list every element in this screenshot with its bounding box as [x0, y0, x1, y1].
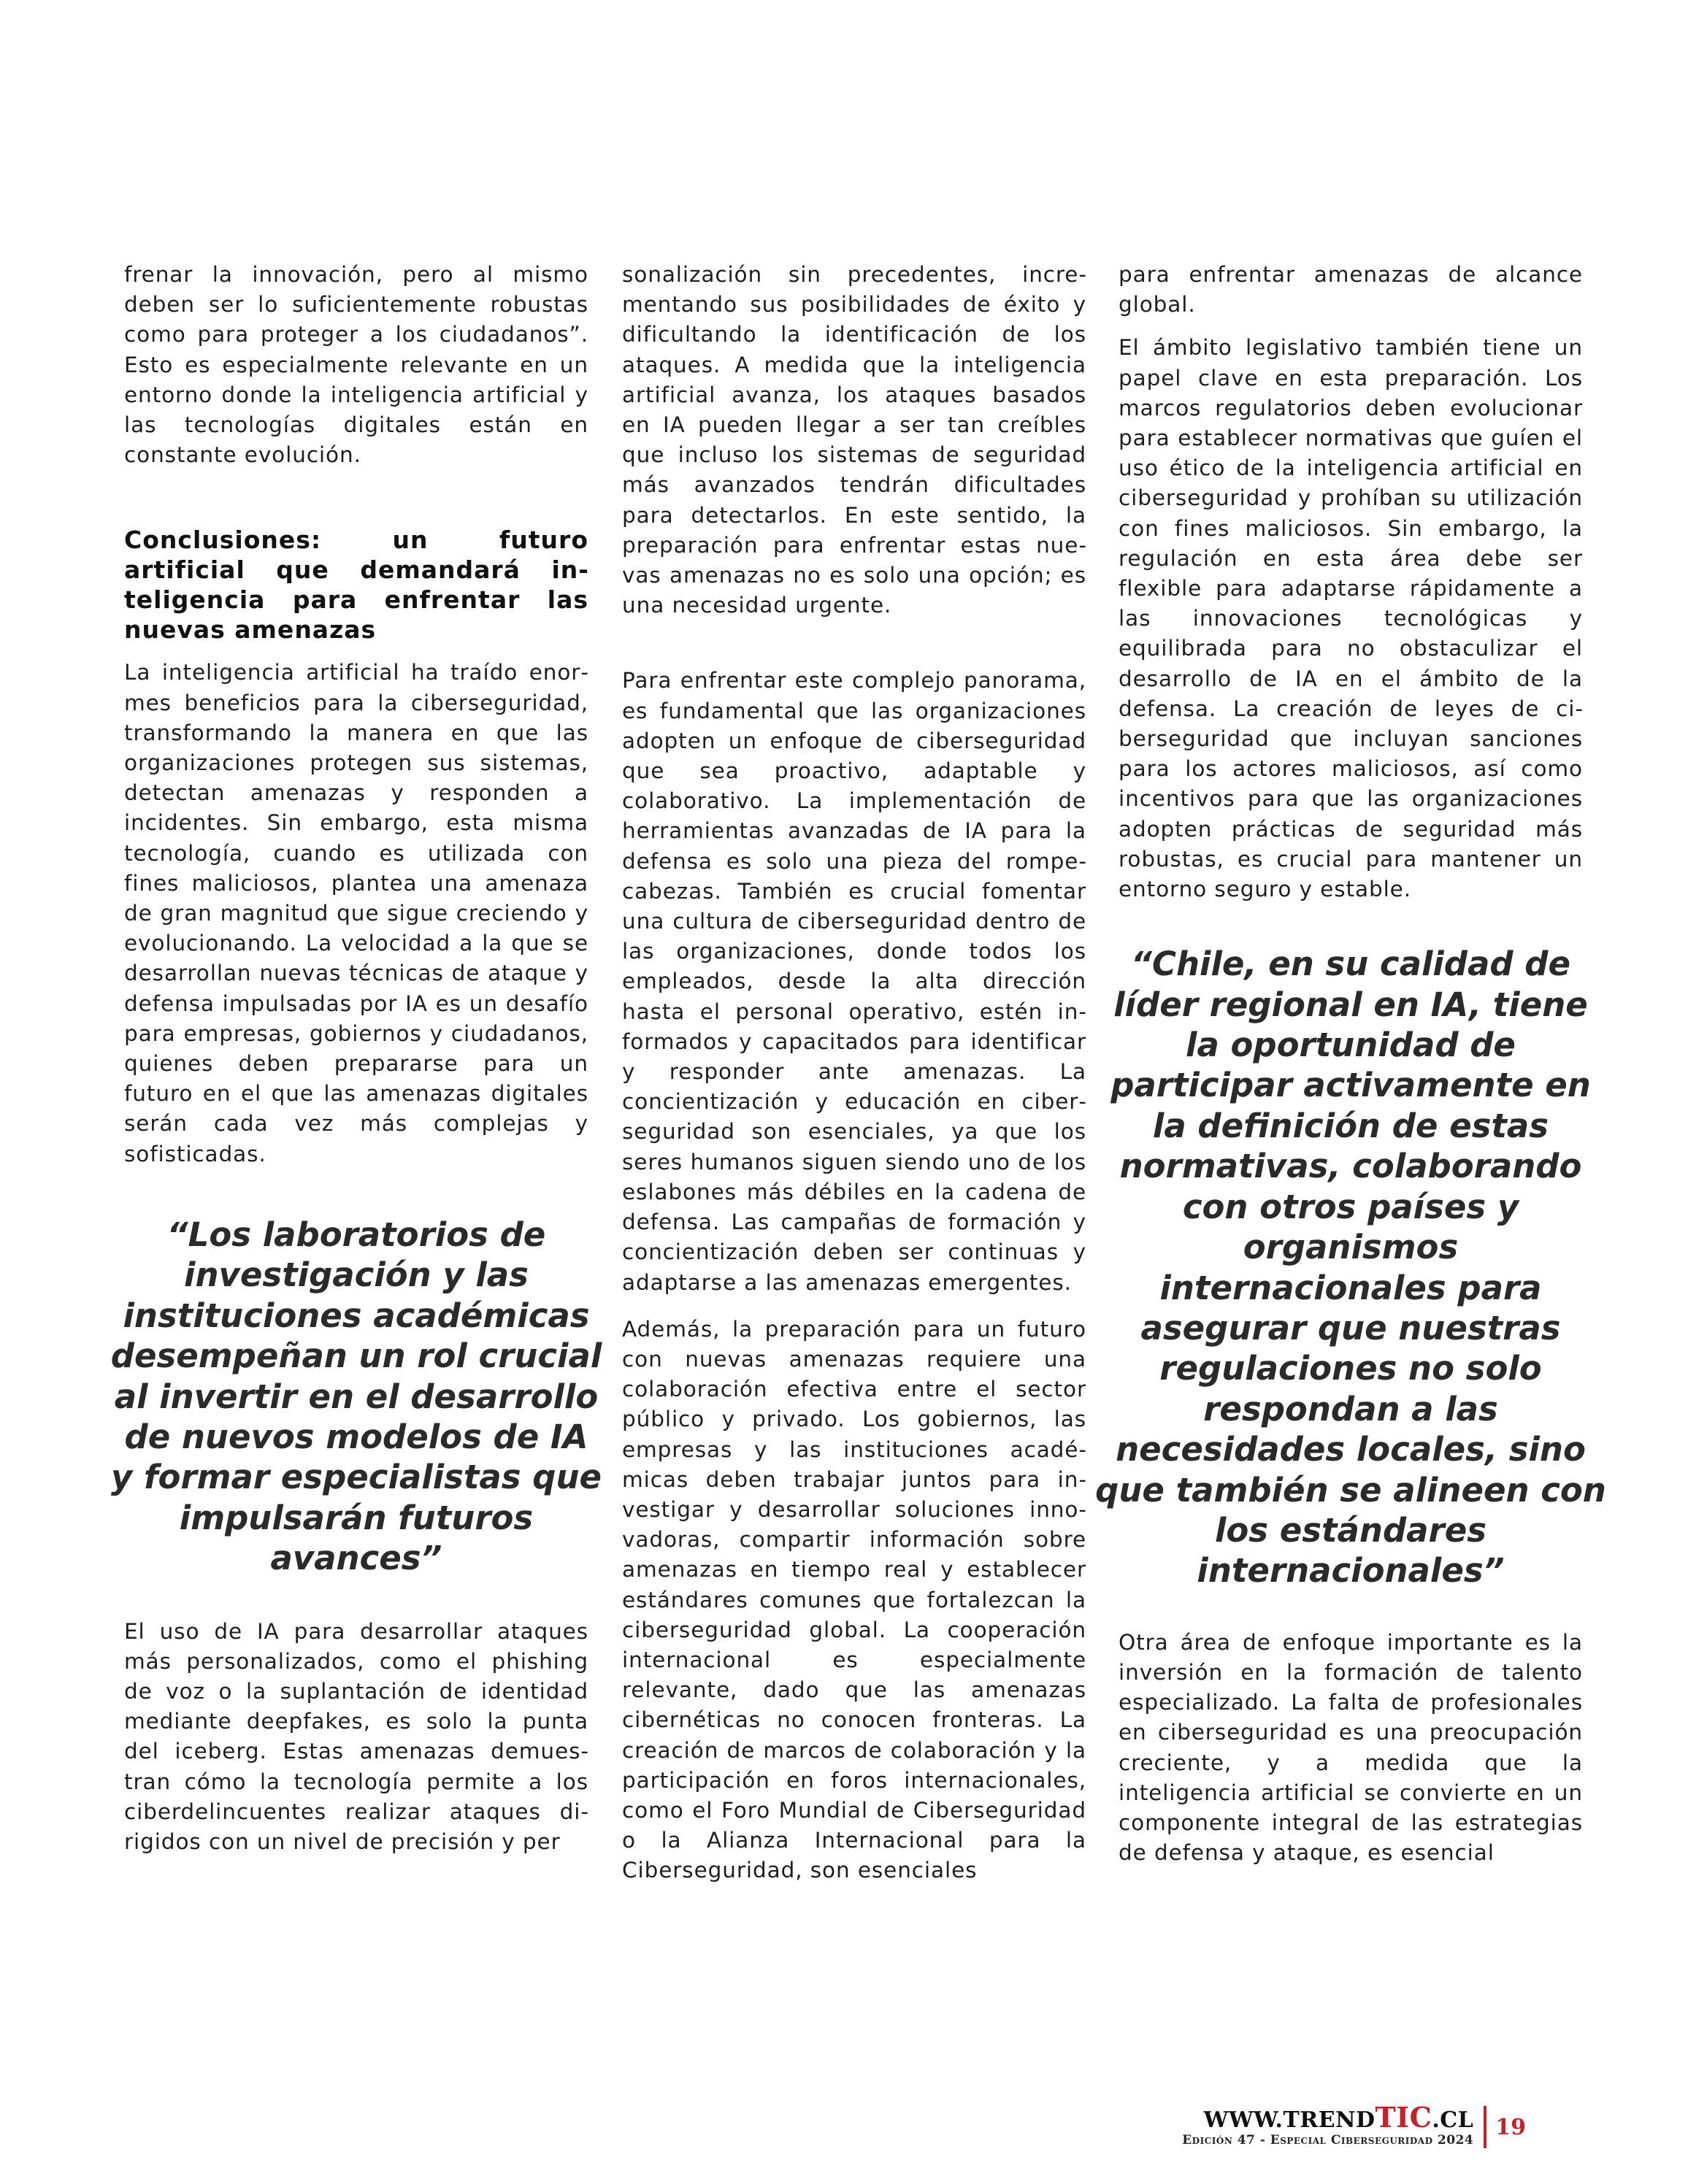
footer-text: [1182, 2101, 1486, 2148]
pull-quote: “Los laboratorios de investigación y las instituciones académicas desempeñan un rol crucial al invertir en el desarrollo de nuevos modelos de IA y formar especialistas que impulsarán futuros avances”: [110, 1215, 602, 1578]
body-paragraph: frenar la innovación, pero al mismo deben ser lo suficientemente robustas como para proteger a los ciudadanos”. Esto es especialmente relevante en un entorno donde la inteligencia artificial y las tecnologías digitales están en constante evolución.: [124, 262, 588, 468]
page-footer: [1182, 2091, 1526, 2164]
body-paragraph: Además, la preparación para un futuro con nuevas amenazas requiere una colaboración efectiva entre el sector público y privado. Los gobiernos, las empresas y las instituciones académicas deben trabajar juntos para investigar y desarrollar soluciones innovadoras, compartir información sobre amenazas en tiempo real y establecer estándares comunes que fortalezcan la ciberseguridad global. La cooperación internacional es especialmente relevante, dado que las amenazas cibernéticas no conocen fronteras. La creación de marcos de colaboración y la participación en foros internacionales, como el Foro Mundial de Ciberseguridad o la Alianza Internacional para la Ciberseguridad, son esenciales: [622, 1316, 1086, 1883]
body-paragraph: El uso de IA para desarrollar ataques más personalizados, como el phishing de voz o la suplantación de identidad mediante deepfakes, es solo la punta del iceberg. Estas amenazas demuestran cómo la tecnología permite a los ciberdelincuentes realizar ataques dirigidos con un nivel de precisión y per: [124, 1618, 588, 1854]
pull-quote: “Chile, en su calidad de líder regional en IA, tiene la oportunidad de participar activamente en la definición de estas normativas, colaborando con otros países y organismos internacionales para asegurar que nuestras regulaciones no solo respondan a las necesidades locales, sino que también se alineen con los estándares internacionales”: [1095, 945, 1606, 1591]
site-url-suffix: .CL: [1432, 2107, 1474, 2133]
site-url[interactable]: [1182, 2101, 1474, 2134]
text-column-1: [110, 260, 602, 1857]
page-number: 19: [1495, 2114, 1526, 2140]
edition-label: Edición 47 - Especial Ciberseguridad 2024: [1182, 2133, 1474, 2148]
body-paragraph: sonalización sin precedentes, incrementando sus posibilidades de éxito y dificultando la identificación de los ataques. A medida que la inteligencia artificial avanza, los ataques basados en IA pueden llegar a ser tan creíbles que incluso los sistemas de seguridad más avanzados tendrán dificultades para detectarlos. En este sentido, la preparación para enfrentar estas nuevas amenazas no es solo una opción; es una necesidad urgente.: [622, 262, 1086, 618]
text-column-3: [1095, 260, 1606, 1868]
body-paragraph: Para enfrentar este complejo panorama, es fundamental que las organizaciones adopten un enfoque de ciberseguridad que sea proactivo, adaptable y colaborativo. La implementación de herramientas avanzadas de IA para la defensa es solo una pieza del rompecabezas. También es crucial fomentar una cultura de ciberseguridad dentro de las organizaciones, donde todos los empleados, desde la alta dirección hasta el personal operativo, estén informados y capacitados para identificar y responder ante amenazas. La concientización y educación en ciberseguridad son esenciales, ya que los seres humanos siguen siendo uno de los eslabones más débiles en la cadena de defensa. Las campañas de formación y concientización deben ser continuas y adaptarse a las amenazas emergentes.: [622, 668, 1086, 1295]
body-paragraph: para enfrentar amenazas de alcance global.: [1119, 262, 1583, 318]
body-paragraph: El ámbito legislativo también tiene un papel clave en esta preparación. Los marcos regulatorios deben evolucionar para establecer normativas que guíen el uso ético de la inteligencia artificial en ciberseguridad y prohíban su utilización con fines maliciosos. Sin embargo, la regulación en esta área debe ser flexible para adaptarse rápidamente a las innovaciones tecnológicas y equilibrada para no obstaculizar el desarrollo de IA en el ámbito de la defensa. La creación de leyes de ciberseguridad que incluyan sanciones para los actores maliciosos, así como incentivos para que las organizaciones adopten prácticas de seguridad más robustas, es crucial para mantener un entorno seguro y estable.: [1119, 335, 1583, 902]
body-paragraph: Otra área de enfoque importante es la inversión en la formación de talento especializado. La falta de profesionales en ciberseguridad es una preocupación creciente, y a medida que la inteligencia artificial se convierte en un componente integral de las estrategias de defensa y ataque, es esencial: [1119, 1629, 1583, 1866]
site-url-prefix: WWW.TREND: [1203, 2107, 1376, 2133]
text-column-2: [622, 260, 1086, 1886]
section-heading: Conclusiones: un futuro artificial que demandará inteligencia para enfrentar las nuevas amenazas: [124, 526, 588, 645]
body-paragraph: La inteligencia artificial ha traído enormes beneficios para la ciberseguridad, transformando la manera en que las organizaciones protegen sus sistemas, detectan amenazas y responden a incidentes. Sin embargo, esta misma tecnología, cuando es utilizada con fines maliciosos, plantea una amenaza de gran magnitud que sigue creciendo y evolucionando. La velocidad a la que se desarrollan nuevas técnicas de ataque y defensa impulsadas por IA es un desafío para empresas, gobiernos y ciudadanos, quienes deben prepararse para un futuro en el que las amenazas digitales serán cada vez más complejas y sofisticadas.: [124, 660, 588, 1166]
site-url-accent: TIC: [1375, 2101, 1432, 2134]
